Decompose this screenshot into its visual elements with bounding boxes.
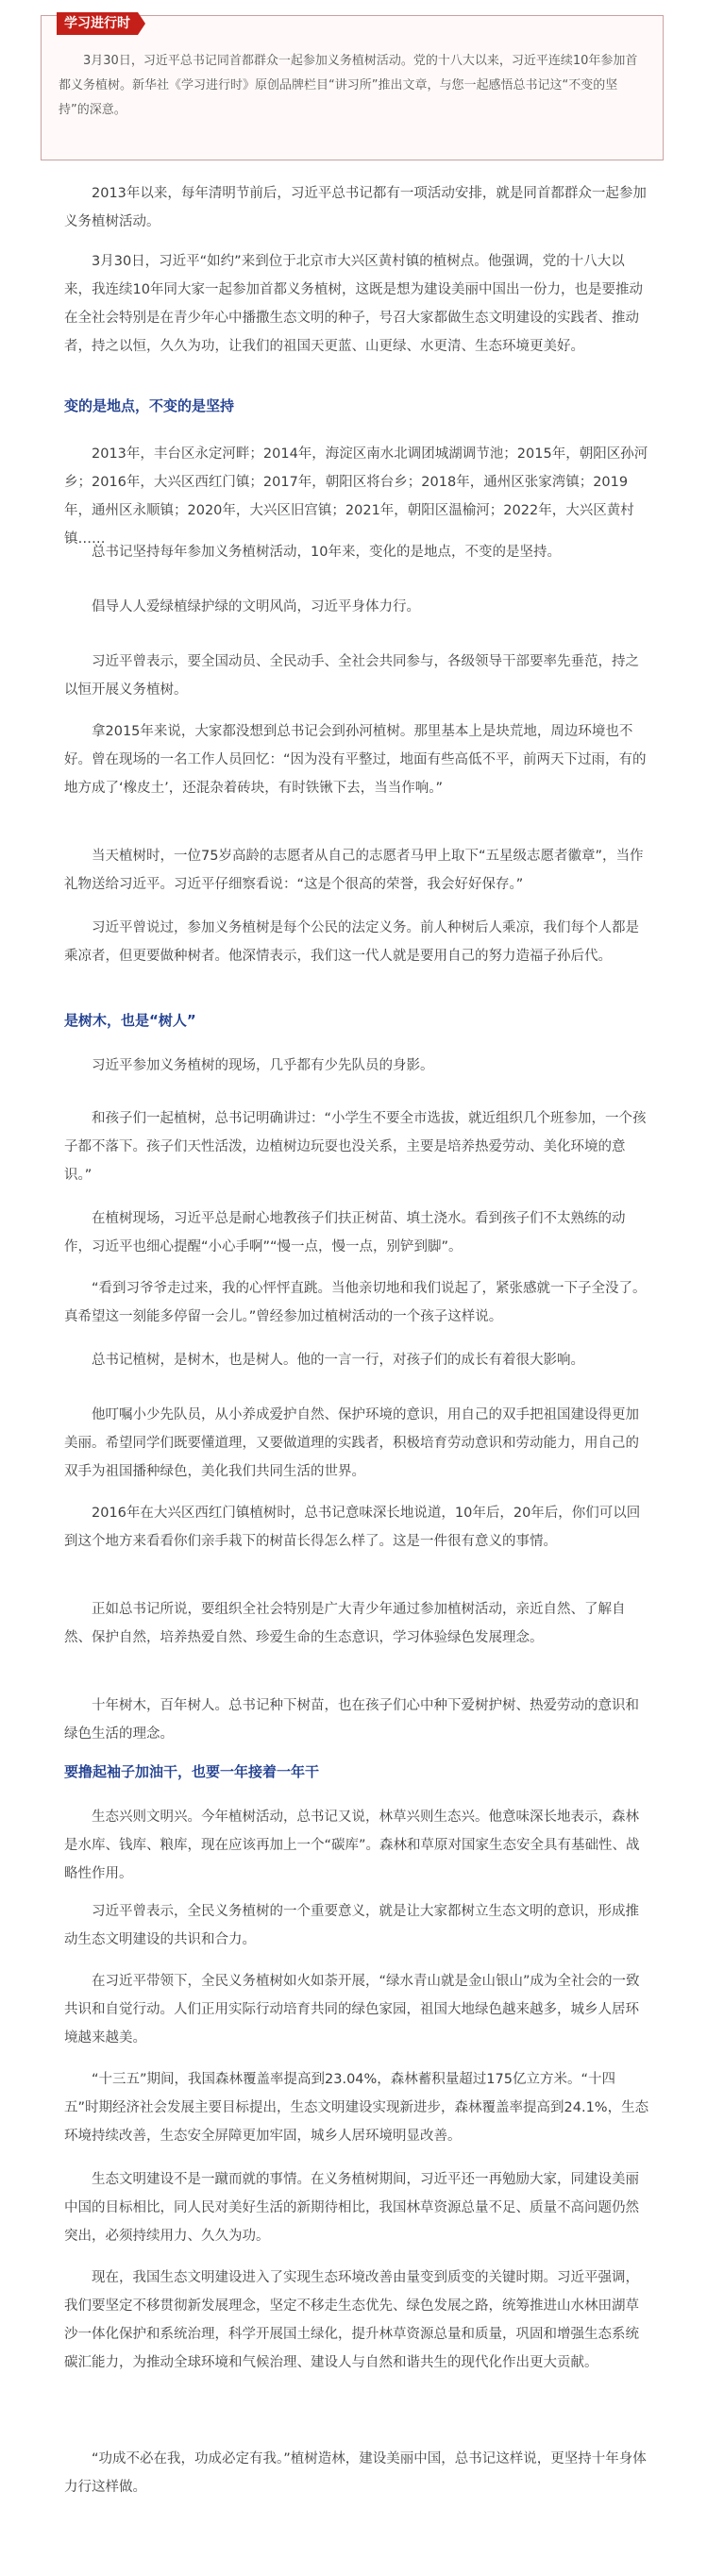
column-tag: 学习进行时 <box>57 12 138 35</box>
paragraph: 习近平曾表示，全民义务植树的一个重要意义，就是让大家都树立生态文明的意识，形成推动生态文明建设的共识和合力。 <box>64 1904 639 1947</box>
paragraph: 生态文明建设不是一蹴而就的事情。在义务植树期间，习近平还一再勉励大家，同建设美丽中国的目标相比，同人民对美好生活的新期待相比，我国林草资源总量不足、质量不高问题仍然突出，必须持续用力、久久为功。 <box>64 2172 639 2244</box>
paragraph: 现在，我国生态文明建设进入了实现生态环境改善由量变到质变的关键时期。习近平强调，我们要坚定不移贯彻新发展理念，坚定不移走生态优先、绿色发展之路，统筹推进山水林田湖草沙一体化保护和系统治理，科学开展国土绿化，提升林草资源总量和质量，巩固和增强生态系统碳汇能力，为推动全球环境和气候治理、建设人与自然和谐共生的现代化作出更大贡献。 <box>64 2270 639 2370</box>
paragraph: 2016年在大兴区西红门镇植树时，总书记意味深长地说道，10年后，20年后，你们可以回到这个地方来看看你们亲手栽下的树苗长得怎么样了。这是一件很有意义的事情。 <box>64 1506 641 1549</box>
paragraph: 倡导人人爱绿植绿护绿的文明风尚，习近平身体力行。 <box>92 599 420 615</box>
paragraph: 习近平曾表示，要全国动员、全民动手、全社会共同参与，各级领导干部要率先垂范，持之以恒开展义务植树。 <box>64 654 639 698</box>
section-heading: 要撸起袖子加油干，也要一年接着一年干 <box>64 1763 320 1780</box>
paragraph: 2013年，丰台区永定河畔；2014年，海淀区南水北调团城湖调节池；2015年，朝阳区孙河乡；2016年，大兴区西红门镇；2017年，朝阳区将台乡；2018年，通州区张家湾镇；2019年，通州区永顺镇；2020年，大兴区旧宫镇；2021年，朝阳区温榆河；2022年，大兴区黄村镇…… <box>64 446 648 547</box>
paragraph: 习近平曾说过，参加义务植树是每个公民的法定义务。前人种树后人乘凉，我们每个人都是乘凉者，但更要做种树者。他深情表示，我们这一代人就是要用自己的努力造福子孙后代。 <box>64 920 639 964</box>
section-heading: 变的是地点，不变的是坚持 <box>64 397 235 414</box>
paragraph: 正如总书记所说，要组织全社会特别是广大青少年通过参加植树活动，亲近自然、了解自然、保护自然，培养热爱自然、珍爱生命的生态意识，学习体验绿色发展理念。 <box>64 1602 626 1645</box>
paragraph: “功成不必在我，功成必定有我。”植树造林，建设美丽中国，总书记这样说，更坚持十年身体力行这样做。 <box>64 2451 647 2495</box>
paragraph: “看到习爷爷走过来，我的心怦怦直跳。当他亲切地和我们说起了，紧张感就一下子全没了。真希望这一刻能多停留一会儿。”曾经参加过植树活动的一个孩子这样说。 <box>64 1281 647 1324</box>
paragraph: 十年树木，百年树人。总书记种下树苗，也在孩子们心中种下爱树护树、热爱劳动的意识和绿色生活的理念。 <box>64 1698 639 1742</box>
section-heading: 是树木，也是“树人” <box>64 1012 196 1029</box>
paragraph: 习近平参加义务植树的现场，几乎都有少先队员的身影。 <box>92 1058 434 1073</box>
paragraph: 总书记坚持每年参加义务植树活动，10年来，变化的是地点，不变的是坚持。 <box>92 545 561 560</box>
intro-text: 3月30日，习近平总书记同首都群众一起参加义务植树活动。党的十八大以来，习近平连续10年参加首都义务植树。新华社《学习进行时》原创品牌栏目“讲习所”推出文章，与您一起感悟总书记这“不变的坚持”的深意。 <box>59 54 638 117</box>
paragraph: 在植树现场，习近平总是耐心地教孩子们扶正树苗、填土浇水。看到孩子们不太熟练的动作，习近平也细心提醒“小心手啊”“慢一点，慢一点，别铲到脚”。 <box>64 1211 626 1254</box>
paragraph: “十三五”期间，我国森林覆盖率提高到23.04%，森林蓄积量超过175亿立方米。“十四五”时期经济社会发展主要目标提出，生态文明建设实现新进步，森林覆盖率提高到24.1%，生态环境持续改善，生态安全屏障更加牢固，城乡人居环境明显改善。 <box>64 2072 649 2144</box>
paragraph: 在习近平带领下，全民义务植树如火如荼开展，“绿水青山就是金山银山”成为全社会的一致共识和自觉行动。人们正用实际行动培育共同的绿色家园，祖国大地绿色越来越多，城乡人居环境越来越美。 <box>64 1974 640 2046</box>
paragraph: 总书记植树，是树木，也是树人。他的一言一行，对孩子们的成长有着很大影响。 <box>92 1353 584 1368</box>
paragraph: 和孩子们一起植树，总书记明确讲过：“小学生不要全市选拔，就近组织几个班参加，一个孩子都不落下。孩子们天性活泼，边植树边玩耍也没关系，主要是培养热爱劳动、美化环境的意识。” <box>64 1111 647 1183</box>
paragraph: 3月30日，习近平“如约”来到位于北京市大兴区黄村镇的植树点。他强调，党的十八大以来，我连续10年同大家一起参加首都义务植树，这既是想为建设美丽中国出一份力，也是要推动在全社会特别是在青少年心中播撒生态文明的种子，号召大家都做生态文明建设的实践者、推动者，持之以恒，久久为功，让我们的祖国天更蓝、山更绿、水更清、生态环境更美好。 <box>64 254 643 354</box>
paragraph: 生态兴则文明兴。今年植树活动，总书记又说，林草兴则生态兴。他意味深长地表示，森林是水库、钱库、粮库，现在应该再加上一个“碳库”。森林和草原对国家生态安全具有基础性、战略性作用。 <box>64 1810 640 1881</box>
paragraph: 拿2015年来说，大家都没想到总书记会到孙河植树。那里基本上是块荒地，周边环境也不好。曾在现场的一名工作人员回忆：“因为没有平整过，地面有些高低不平，前两天下过雨，有的地方成了‘橡皮土’，还混杂着砖块，有时铁锹下去，当当作响。” <box>64 724 647 796</box>
paragraph: 2013年以来，每年清明节前后，习近平总书记都有一项活动安排，就是同首都群众一起参加义务植树活动。 <box>64 186 647 229</box>
paragraph: 他叮嘱小少先队员，从小养成爱护自然、保护环境的意识，用自己的双手把祖国建设得更加美丽。希望同学们既要懂道理，又要做道理的实践者，积极培育劳动意识和劳动能力，用自己的双手为祖国播种绿色，美化我们共同生活的世界。 <box>64 1407 639 1479</box>
paragraph: 当天植树时，一位75岁高龄的志愿者从自己的志愿者马甲上取下“五星级志愿者徽章”，当作礼物送给习近平。习近平仔细察看说：“这是个很高的荣誉，我会好好保存。” <box>64 849 644 892</box>
